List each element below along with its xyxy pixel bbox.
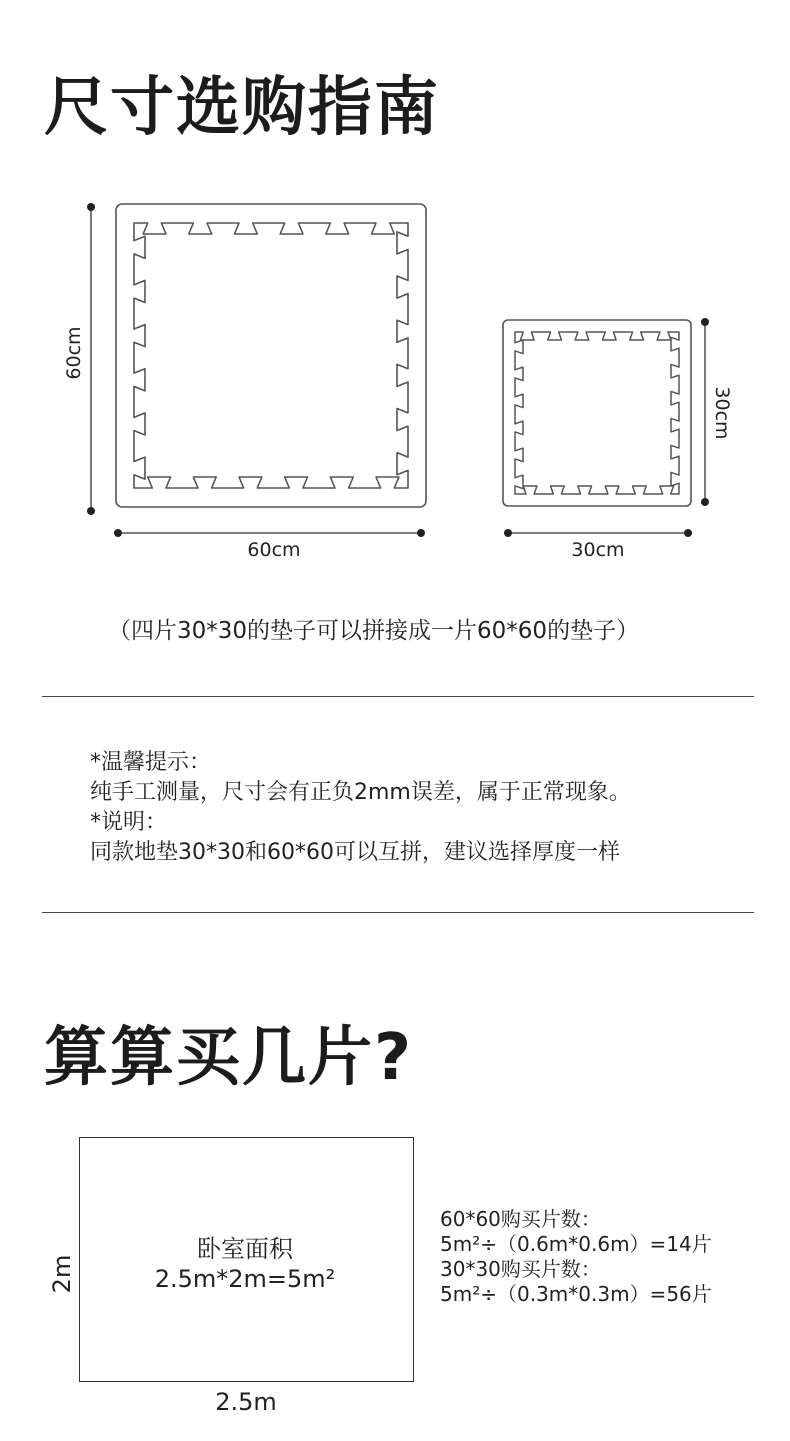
room-formula: 2.5m*2m=5m² [154,1265,336,1293]
room-name: 卧室面积 [197,1235,293,1263]
divider-bottom [42,912,754,913]
calculator-title: 算算买几片? [44,1021,414,1095]
small-mat-diagram [495,310,725,545]
room-height-label: 2m [48,1254,76,1294]
divider-top [42,696,754,697]
note-text: 同款地垫30*30和60*60可以互拼，建议选择厚度一样 [90,840,620,865]
room-area-text [140,1234,350,1294]
tips-block [90,748,631,868]
result-line: 5m²÷（0.3m*0.3m）=56片 [440,1282,712,1306]
mat-combine-caption: （四片30*30的垫子可以拼接成一片60*60的垫子） [108,618,640,644]
calculation-results [440,1207,712,1307]
note-heading: *说明： [90,810,168,835]
page-title: 尺寸选购指南 [44,71,440,145]
large-mat-diagram [80,195,440,545]
result-line: 60*60购买片数： [440,1207,601,1231]
small-mat-height-label: 30cm [711,386,733,440]
small-mat-width-label: 30cm [571,539,625,561]
large-mat-height-label: 60cm [63,326,85,380]
result-line: 5m²÷（0.6m*0.6m）=14片 [440,1232,712,1256]
tip-text: 纯手工测量，尺寸会有正负2mm误差，属于正常现象。 [90,780,631,805]
large-mat-width-label: 60cm [247,539,301,561]
room-width-label: 2.5m [215,1388,277,1416]
tip-heading: *温馨提示： [90,750,212,775]
result-line: 30*30购买片数： [440,1257,601,1281]
